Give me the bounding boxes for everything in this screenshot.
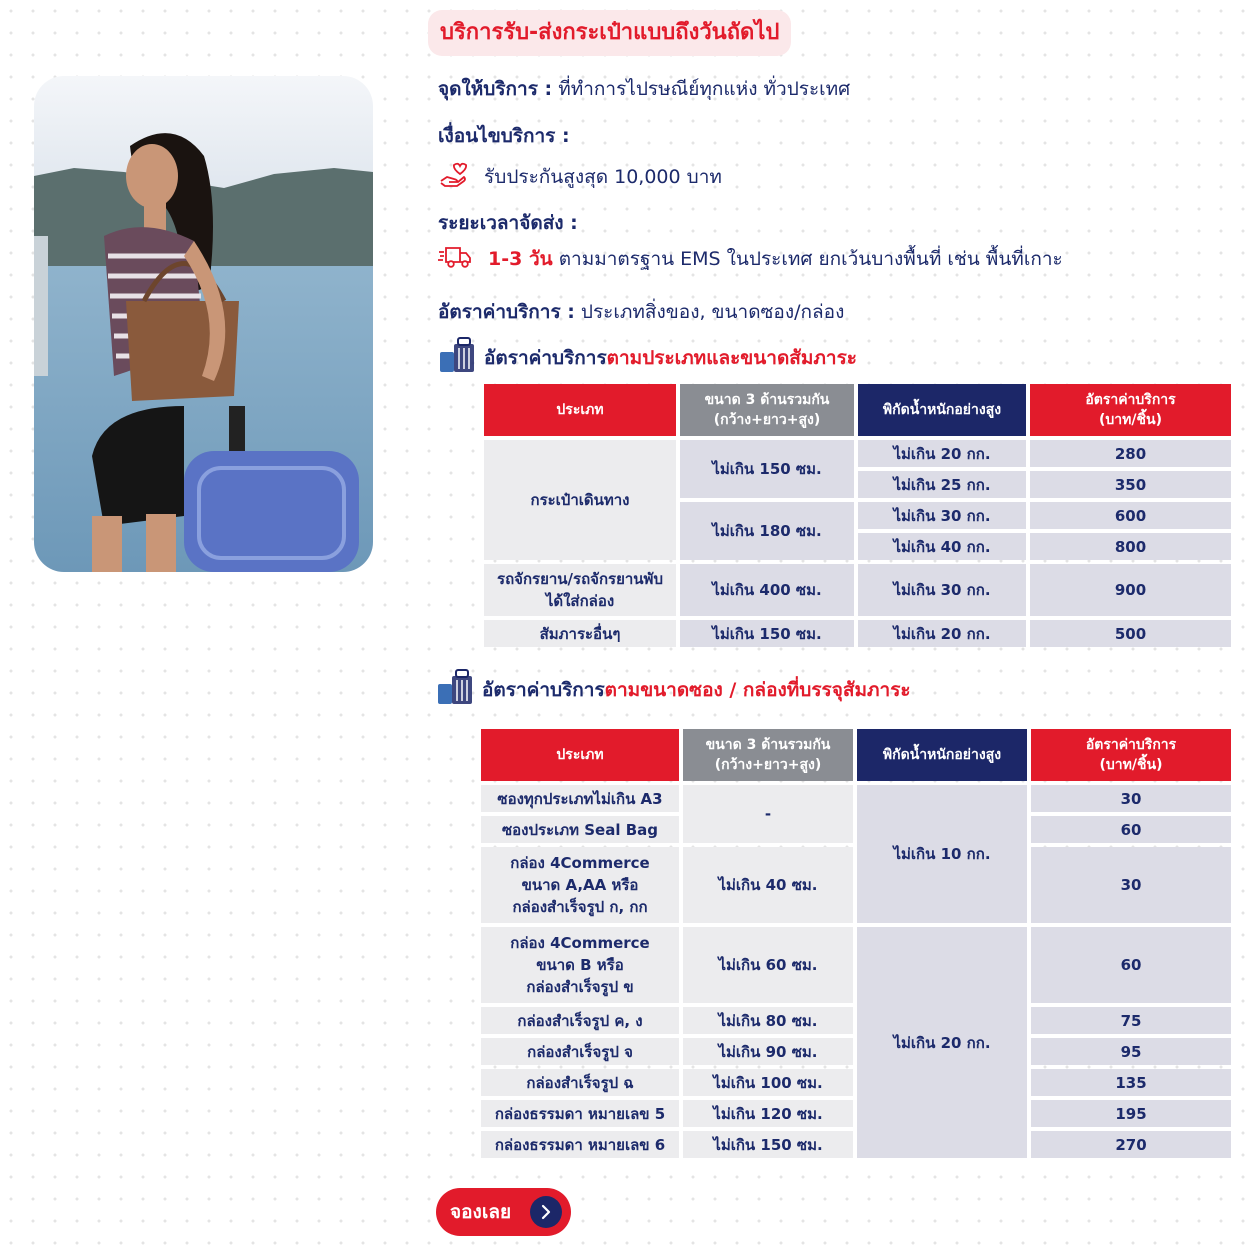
price-cell: 500 (1030, 620, 1231, 647)
price-cell: 75 (1031, 1007, 1231, 1034)
size-cell: ไม่เกิน 60 ซม. (683, 927, 853, 1003)
size-cell: ไม่เกิน 180 ซม. (680, 502, 854, 560)
type-cell: ซองประเภท Seal Bag (481, 816, 679, 843)
price-cell: 600 (1030, 502, 1231, 529)
price-cell: 30 (1031, 847, 1231, 923)
section2-heading-accent: ตามขนาดซอง / กล่องที่บรรจุสัมภาระ (604, 678, 911, 701)
col-header-rate: อัตราค่าบริการ (บาท/ชิ้น) (1031, 729, 1231, 781)
section1-heading-main: อัตราค่าบริการ (484, 346, 607, 369)
col-header-weight: พิกัดน้ำหนักอย่างสูง (858, 384, 1026, 436)
size-cell: ไม่เกิน 400 ซม. (680, 564, 854, 616)
size-cell: ไม่เกิน 40 ซม. (683, 847, 853, 923)
conditions-label-text: เงื่อนไขบริการ : (438, 125, 570, 147)
type-cell: กล่องสำเร็จรูป ค, ง (481, 1007, 679, 1034)
chevron-right-icon (530, 1196, 562, 1228)
col-header-weight: พิกัดน้ำหนักอย่างสูง (857, 729, 1027, 781)
section2-heading-main: อัตราค่าบริการ (482, 678, 605, 701)
service-point-row (438, 74, 850, 104)
type-cell: กระเป๋าเดินทาง (484, 440, 676, 560)
price-cell: 60 (1031, 816, 1231, 843)
rates-label: อัตราค่าบริการ : (438, 301, 575, 323)
col-header-type: ประเภท (481, 729, 679, 781)
weight-cell: ไม่เกิน 20 กก. (858, 620, 1026, 647)
weight-cell: ไม่เกิน 25 กก. (858, 471, 1026, 498)
col-header-size: ขนาด 3 ด้านรวมกัน (กว้าง+ยาว+สูง) (683, 729, 853, 781)
type-cell: สัมภาระอื่นๆ (484, 620, 676, 647)
delivery-label-text: ระยะเวลาจัดส่ง : (438, 212, 578, 234)
price-cell: 95 (1031, 1038, 1231, 1065)
size-cell: ไม่เกิน 150 ซม. (680, 620, 854, 647)
weight-cell: ไม่เกิน 30 กก. (858, 564, 1026, 616)
conditions-label (438, 121, 570, 151)
luggage-icon (436, 668, 474, 711)
weight-cell: ไม่เกิน 30 กก. (858, 502, 1026, 529)
type-cell: กล่องธรรมดา หมายเลข 6 (481, 1131, 679, 1158)
hand-heart-icon (438, 161, 468, 194)
col-header-rate: อัตราค่าบริการ (บาท/ชิ้น) (1030, 384, 1231, 436)
luggage-icon (438, 336, 476, 379)
weight-cell: ไม่เกิน 10 กก. (857, 785, 1027, 923)
traveler-photo (34, 76, 373, 572)
weight-cell: ไม่เกิน 20 กก. (858, 440, 1026, 467)
service-point-label: จุดให้บริการ : (438, 78, 553, 100)
delivery-label (438, 208, 578, 238)
price-cell: 30 (1031, 785, 1231, 812)
section2-heading (436, 668, 911, 711)
price-cell: 60 (1031, 927, 1231, 1003)
size-cell: ไม่เกิน 120 ซม. (683, 1100, 853, 1127)
weight-cell: ไม่เกิน 20 กก. (857, 927, 1027, 1158)
delivery-days: 1-3 วัน (488, 248, 553, 270)
size-cell: ไม่เกิน 150 ซม. (680, 440, 854, 498)
price-cell: 270 (1031, 1131, 1231, 1158)
type-cell: กล่องสำเร็จรูป ฉ (481, 1069, 679, 1096)
type-cell: กล่องธรรมดา หมายเลข 5 (481, 1100, 679, 1127)
type-cell: รถจักรยาน/รถจักรยานพับ ได้ใส่กล่อง (484, 564, 676, 616)
rates-row (438, 297, 844, 327)
section1-heading (438, 336, 857, 379)
size-cell: ไม่เกิน 80 ซม. (683, 1007, 853, 1034)
size-cell: ไม่เกิน 90 ซม. (683, 1038, 853, 1065)
type-cell: กล่อง 4Commerce ขนาด A,AA หรือ กล่องสำเร็จรูป ก, กก (481, 847, 679, 923)
section1-heading-accent: ตามประเภทและขนาดสัมภาระ (606, 346, 858, 369)
price-cell: 195 (1031, 1100, 1231, 1127)
delivery-truck-icon (438, 245, 472, 274)
col-header-type: ประเภท (484, 384, 676, 436)
price-cell: 900 (1030, 564, 1231, 616)
price-cell: 800 (1030, 533, 1231, 560)
insurance-row (438, 161, 722, 194)
book-now-button[interactable] (436, 1188, 571, 1236)
type-cell: ซองทุกประเภทไม่เกิน A3 (481, 785, 679, 812)
package-rate-table (477, 725, 1235, 1162)
book-now-label: จองเลย (450, 1201, 512, 1223)
delivery-note: ตามมาตรฐาน EMS ในประเทศ ยกเว้นบางพื้นที่ เช่น พื้นที่เกาะ (558, 248, 1063, 270)
insurance-text: รับประกันสูงสุด 10,000 บาท (484, 166, 722, 188)
price-cell: 135 (1031, 1069, 1231, 1096)
type-cell: กล่องสำเร็จรูป จ (481, 1038, 679, 1065)
type-cell: กล่อง 4Commerce ขนาด B หรือ กล่องสำเร็จรูป ข (481, 927, 679, 1003)
price-cell: 280 (1030, 440, 1231, 467)
size-cell: ไม่เกิน 150 ซม. (683, 1131, 853, 1158)
weight-cell: ไม่เกิน 40 กก. (858, 533, 1026, 560)
rates-value: ประเภทสิ่งของ, ขนาดซอง/กล่อง (580, 301, 845, 323)
delivery-row (438, 244, 1063, 274)
price-cell: 350 (1030, 471, 1231, 498)
service-point-value: ที่ทำการไปรษณีย์ทุกแห่ง ทั่วประเทศ (558, 78, 851, 100)
size-cell: ไม่เกิน 100 ซม. (683, 1069, 853, 1096)
col-header-size: ขนาด 3 ด้านรวมกัน (กว้าง+ยาว+สูง) (680, 384, 854, 436)
page-title: บริการรับ-ส่งกระเป๋าแบบถึงวันถัดไป (428, 10, 791, 56)
luggage-rate-table (480, 380, 1235, 651)
size-cell: - (683, 785, 853, 843)
